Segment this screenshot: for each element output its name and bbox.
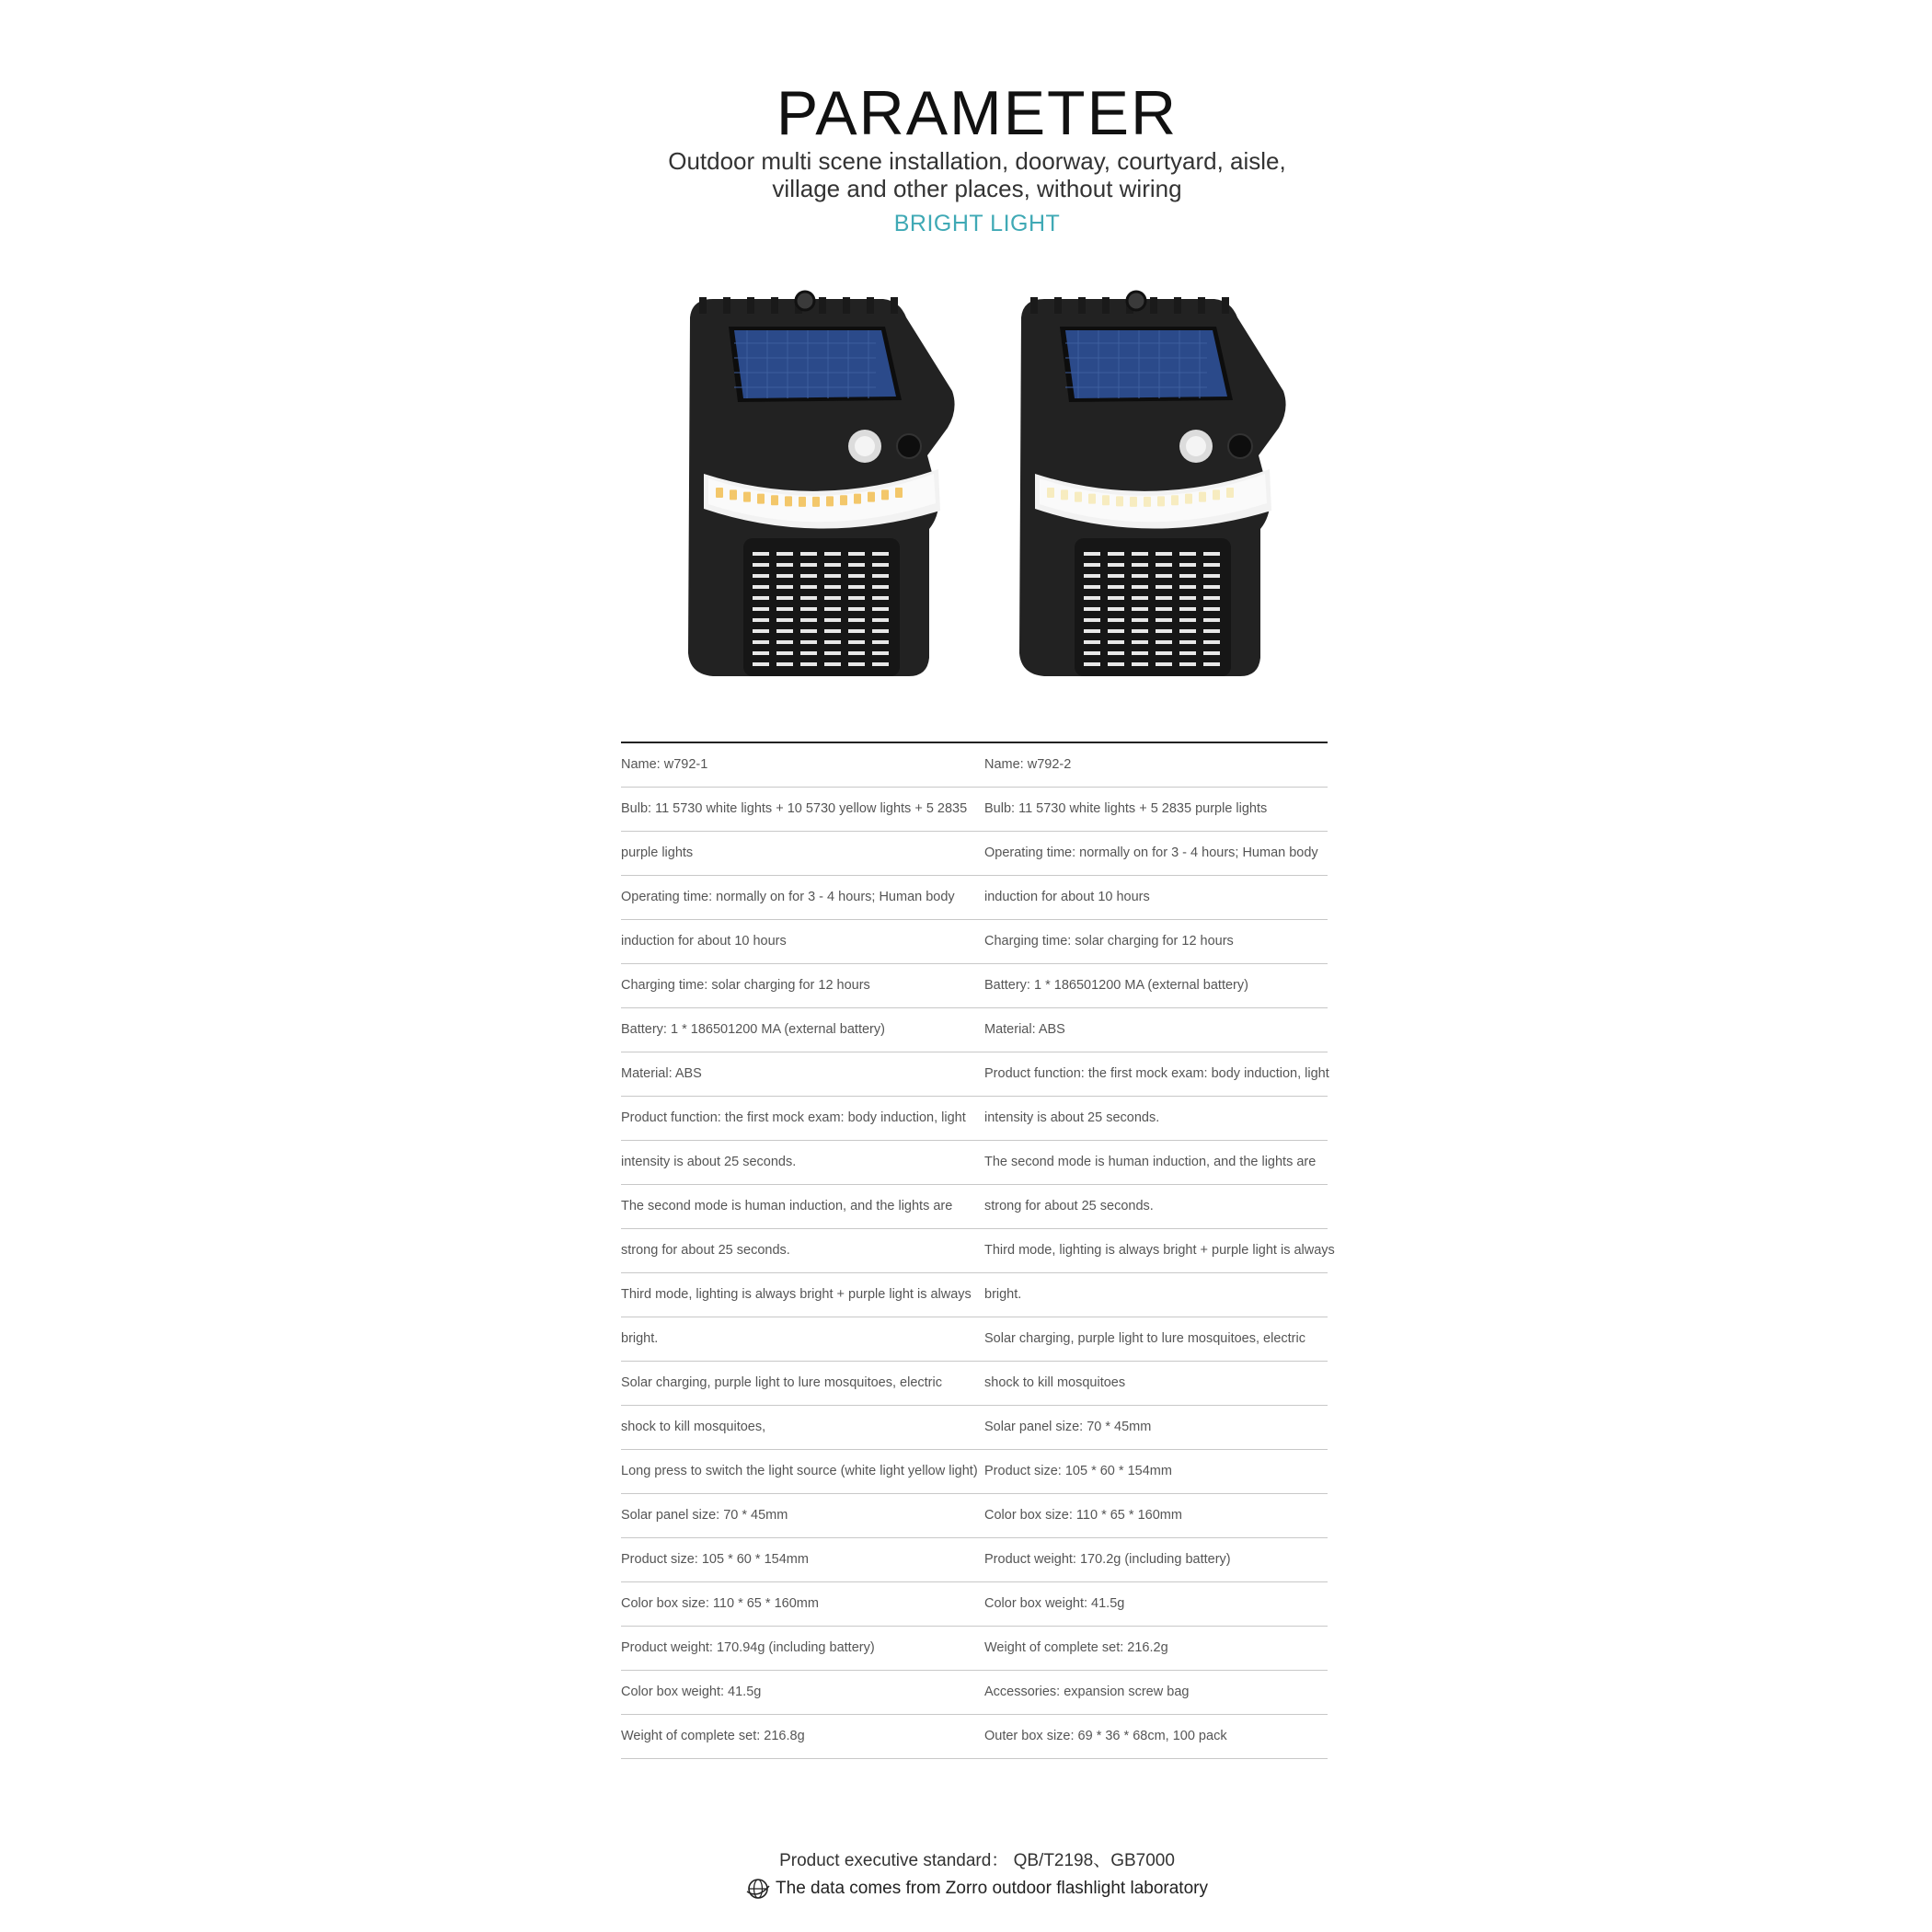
table-cell-left: Solar charging, purple light to lure mosquitoes, electric bbox=[621, 1375, 942, 1390]
subtitle-line-2: village and other places, without wiring bbox=[772, 175, 1182, 202]
table-cell-left: Name: w792-1 bbox=[621, 757, 708, 772]
table-row bbox=[621, 1097, 1328, 1141]
table-row bbox=[621, 1362, 1328, 1406]
table-cell-left: Weight of complete set: 216.8g bbox=[621, 1729, 805, 1743]
parameter-table bbox=[621, 742, 1335, 1759]
table-row bbox=[621, 1273, 1328, 1317]
table-cell-left: Battery: 1 * 186501200 MA (external battery) bbox=[621, 1022, 885, 1037]
table-cell-right: Product function: the first mock exam: body induction, light bbox=[984, 1066, 1329, 1081]
data-source bbox=[0, 1877, 1932, 1901]
table-row bbox=[621, 920, 1328, 964]
table-cell-right: Accessories: expansion screw bag bbox=[984, 1685, 1190, 1699]
table-cell-right: Third mode, lighting is always bright + purple light is always bbox=[984, 1243, 1335, 1258]
executive-standard: Product executive standard： QB/T2198、GB7000 bbox=[779, 1851, 1175, 1870]
table-cell-right: Material: ABS bbox=[984, 1022, 1065, 1037]
table-row bbox=[621, 1141, 1328, 1185]
table-cell-right: bright. bbox=[984, 1287, 1022, 1302]
table-cell-left: Material: ABS bbox=[621, 1066, 702, 1081]
table-cell-left: Third mode, lighting is always bright + purple light is always bbox=[621, 1287, 972, 1302]
table-cell-left: Bulb: 11 5730 white lights + 10 5730 yellow lights + 5 2835 bbox=[621, 801, 968, 816]
table-cell-right: Name: w792-2 bbox=[984, 757, 1072, 772]
table-cell-left: shock to kill mosquitoes, bbox=[621, 1420, 766, 1434]
table-cell-left: Operating time: normally on for 3 - 4 hours; Human body bbox=[621, 890, 955, 904]
accent-label: BRIGHT LIGHT bbox=[893, 211, 1061, 236]
table-row bbox=[621, 876, 1328, 920]
table-cell-left: Charging time: solar charging for 12 hours bbox=[621, 978, 870, 993]
table-cell-right: Charging time: solar charging for 12 hours bbox=[984, 934, 1234, 949]
product-image-w792-2 bbox=[1003, 290, 1297, 685]
table-cell-right: Solar panel size: 70 * 45mm bbox=[984, 1420, 1152, 1434]
table-cell-right: Bulb: 11 5730 white lights + 5 2835 purple lights bbox=[984, 801, 1268, 816]
table-cell-left: intensity is about 25 seconds. bbox=[621, 1155, 797, 1169]
table-cell-right: Color box weight: 41.5g bbox=[984, 1596, 1125, 1611]
table-cell-right: induction for about 10 hours bbox=[984, 890, 1150, 904]
table-cell-right: strong for about 25 seconds. bbox=[984, 1199, 1154, 1213]
table-row bbox=[621, 1052, 1328, 1097]
table-cell-right: Color box size: 110 * 65 * 160mm bbox=[984, 1508, 1182, 1523]
table-cell-right: Product weight: 170.2g (including battery) bbox=[984, 1552, 1231, 1567]
table-row bbox=[621, 1715, 1328, 1759]
table-row bbox=[621, 1229, 1335, 1273]
table-row bbox=[621, 1494, 1328, 1538]
page-title: PARAMETER bbox=[776, 78, 1179, 148]
table-cell-right: Operating time: normally on for 3 - 4 hours; Human body bbox=[984, 845, 1318, 860]
table-cell-right: Weight of complete set: 216.2g bbox=[984, 1640, 1168, 1655]
table-row bbox=[621, 1406, 1328, 1450]
table-cell-right: Product size: 105 * 60 * 154mm bbox=[984, 1464, 1172, 1478]
table-cell-right: Battery: 1 * 186501200 MA (external battery) bbox=[984, 978, 1248, 993]
table-cell-left: Color box weight: 41.5g bbox=[621, 1685, 762, 1699]
table-row bbox=[621, 832, 1328, 876]
subtitle-line-1: Outdoor multi scene installation, doorway, courtyard, aisle, bbox=[668, 147, 1286, 175]
table-cell-left: purple lights bbox=[621, 845, 694, 860]
table-cell-left: bright. bbox=[621, 1331, 659, 1346]
table-cell-left: Long press to switch the light source (white light yellow light) bbox=[621, 1464, 978, 1478]
table-cell-left: Color box size: 110 * 65 * 160mm bbox=[621, 1596, 819, 1611]
table-row bbox=[621, 1538, 1328, 1582]
table-cell-left: strong for about 25 seconds. bbox=[621, 1243, 790, 1258]
table-row bbox=[621, 1185, 1328, 1229]
product-image-w792-1 bbox=[672, 290, 966, 685]
table-cell-left: The second mode is human induction, and the lights are bbox=[621, 1199, 953, 1213]
table-cell-left: Product weight: 170.94g (including battery) bbox=[621, 1640, 875, 1655]
table-row bbox=[621, 1008, 1328, 1052]
table-cell-right: Outer box size: 69 * 36 * 68cm, 100 pack bbox=[984, 1729, 1227, 1743]
table-cell-right: intensity is about 25 seconds. bbox=[984, 1110, 1160, 1125]
table-row bbox=[621, 743, 1328, 788]
data-source-text: The data comes from Zorro outdoor flashlight laboratory bbox=[776, 1879, 1208, 1899]
table-row bbox=[621, 788, 1328, 832]
table-cell-right: Solar charging, purple light to lure mosquitoes, electric bbox=[984, 1331, 1305, 1346]
table-cell-left: Solar panel size: 70 * 45mm bbox=[621, 1508, 788, 1523]
table-row bbox=[621, 1582, 1328, 1627]
table-cell-right: The second mode is human induction, and the lights are bbox=[984, 1155, 1317, 1169]
table-row bbox=[621, 1627, 1328, 1671]
table-row bbox=[621, 1450, 1328, 1494]
table-row bbox=[621, 1671, 1328, 1715]
table-cell-right: shock to kill mosquitoes bbox=[984, 1375, 1126, 1390]
table-cell-left: Product size: 105 * 60 * 154mm bbox=[621, 1552, 809, 1567]
table-cell-left: Product function: the first mock exam: body induction, light bbox=[621, 1110, 966, 1125]
globe-icon bbox=[746, 1877, 770, 1901]
table-row bbox=[621, 1317, 1328, 1362]
table-cell-left: induction for about 10 hours bbox=[621, 934, 787, 949]
table-row bbox=[621, 964, 1328, 1008]
